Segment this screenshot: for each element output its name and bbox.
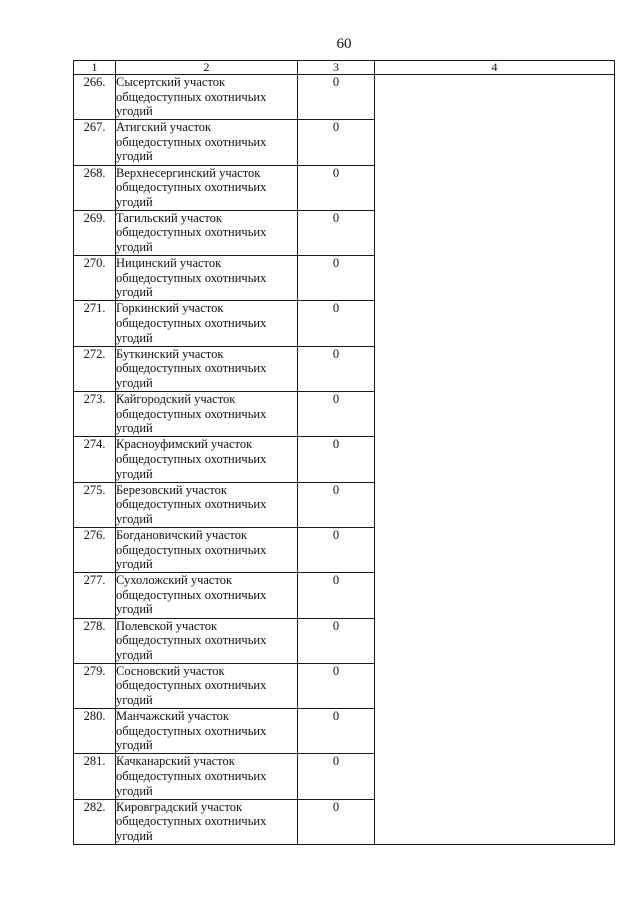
plot-name: Качканарский участок общедоступных охотничьих угодий	[116, 754, 298, 799]
plot-name: Буткинский участок общедоступных охотничьих угодий	[116, 346, 298, 391]
plot-name: Богдановичский участок общедоступных охотничьих угодий	[116, 527, 298, 572]
row-number: 273.	[74, 392, 116, 437]
plot-value: 0	[298, 256, 375, 301]
plot-value: 0	[298, 437, 375, 482]
plot-name: Полевской участок общедоступных охотничьих угодий	[116, 618, 298, 663]
plot-value: 0	[298, 75, 375, 120]
column-header-3: 3	[298, 61, 375, 75]
row-number: 277.	[74, 573, 116, 618]
plot-value: 0	[298, 663, 375, 708]
row-number: 270.	[74, 256, 116, 301]
plot-name: Сысертский участок общедоступных охотничьих угодий	[116, 75, 298, 120]
plot-name: Кайгородский участок общедоступных охотничьих угодий	[116, 392, 298, 437]
plot-value: 0	[298, 799, 375, 844]
column-4-cell	[375, 75, 615, 845]
row-number: 280.	[74, 709, 116, 754]
row-number: 272.	[74, 346, 116, 391]
column-header-4: 4	[375, 61, 615, 75]
plot-name: Верхнесергинский участок общедоступных охотничьих угодий	[116, 165, 298, 210]
plot-value: 0	[298, 573, 375, 618]
plot-value: 0	[298, 482, 375, 527]
plot-name: Сухоложский участок общедоступных охотничьих угодий	[116, 573, 298, 618]
plot-name: Кировградский участок общедоступных охотничьих угодий	[116, 799, 298, 844]
column-header-2: 2	[116, 61, 298, 75]
row-number: 282.	[74, 799, 116, 844]
plot-name: Ницинский участок общедоступных охотничьих угодий	[116, 256, 298, 301]
plot-value: 0	[298, 709, 375, 754]
table-header-row	[74, 61, 615, 75]
plot-name: Атигский участок общедоступных охотничьих угодий	[116, 120, 298, 165]
row-number: 279.	[74, 663, 116, 708]
page-number: 60	[336, 36, 352, 52]
row-number: 268.	[74, 165, 116, 210]
plot-value: 0	[298, 210, 375, 255]
plot-value: 0	[298, 346, 375, 391]
plot-value: 0	[298, 527, 375, 572]
row-number: 278.	[74, 618, 116, 663]
row-number: 267.	[74, 120, 116, 165]
plot-name: Сосновский участок общедоступных охотничьих угодий	[116, 663, 298, 708]
plot-name: Горкинский участок общедоступных охотничьих угодий	[116, 301, 298, 346]
plot-value: 0	[298, 618, 375, 663]
plot-name: Красноуфимский участок общедоступных охотничьих угодий	[116, 437, 298, 482]
row-number: 269.	[74, 210, 116, 255]
plot-value: 0	[298, 120, 375, 165]
table-row	[74, 75, 615, 120]
plot-name: Манчажский участок общедоступных охотничьих угодий	[116, 709, 298, 754]
plot-name: Березовский участок общедоступных охотничьих угодий	[116, 482, 298, 527]
plot-value: 0	[298, 392, 375, 437]
table-body	[74, 75, 615, 845]
row-number: 281.	[74, 754, 116, 799]
column-header-1: 1	[74, 61, 116, 75]
row-number: 275.	[74, 482, 116, 527]
row-number: 266.	[74, 75, 116, 120]
plot-value: 0	[298, 165, 375, 210]
row-number: 271.	[74, 301, 116, 346]
plot-name: Тагильский участок общедоступных охотничьих угодий	[116, 210, 298, 255]
plot-value: 0	[298, 754, 375, 799]
row-number: 276.	[74, 527, 116, 572]
hunting-grounds-table	[73, 60, 615, 845]
row-number: 274.	[74, 437, 116, 482]
plot-value: 0	[298, 301, 375, 346]
